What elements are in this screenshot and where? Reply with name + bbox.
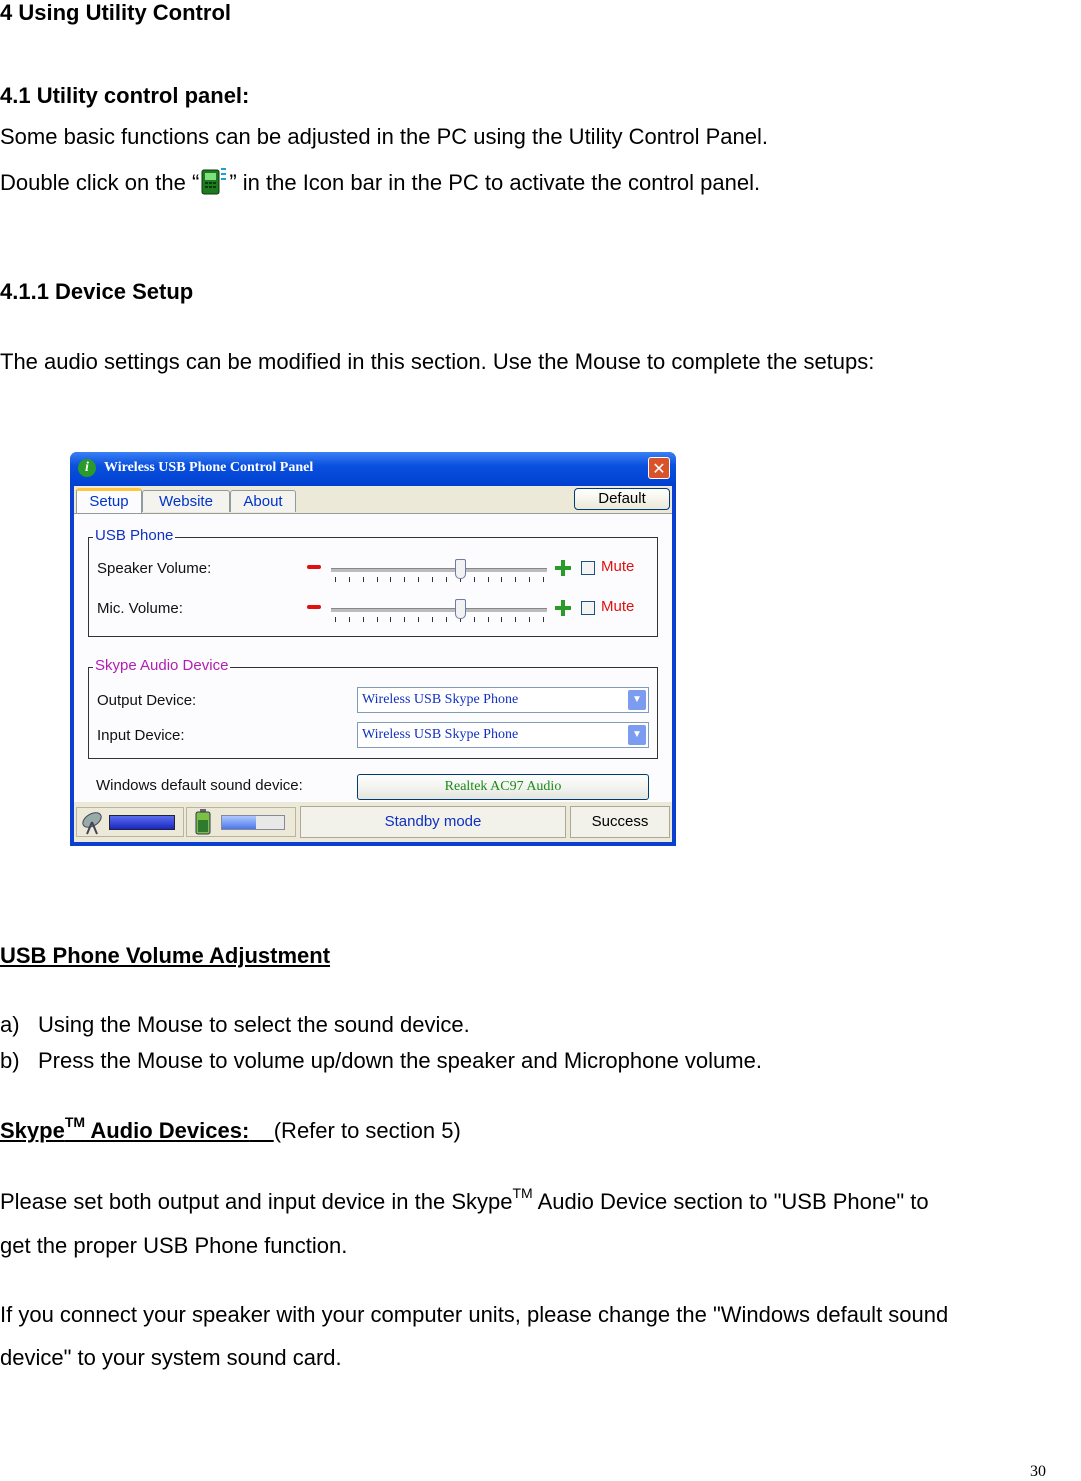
slider-tick bbox=[501, 577, 502, 582]
slider-tick bbox=[404, 617, 405, 622]
speaker-slider-track[interactable] bbox=[331, 568, 547, 572]
skype-heading bbox=[0, 1114, 461, 1144]
mic-plus-icon[interactable] bbox=[555, 600, 571, 616]
default-button[interactable]: Default bbox=[574, 488, 670, 510]
speaker-slider-ticks bbox=[335, 577, 543, 582]
chevron-down-icon[interactable]: ▼ bbox=[628, 690, 646, 710]
para2-line2: device" to your system sound card. bbox=[0, 1345, 342, 1370]
battery-box bbox=[186, 807, 296, 837]
para1-line1 bbox=[0, 1185, 929, 1215]
status-bar bbox=[74, 803, 672, 842]
para1-line2: get the proper USB Phone function. bbox=[0, 1233, 348, 1258]
skype-heading-title bbox=[0, 1114, 274, 1143]
control-panel-window bbox=[70, 452, 676, 846]
slider-tick bbox=[335, 577, 336, 582]
slider-tick bbox=[446, 577, 447, 582]
battery-icon bbox=[193, 808, 213, 836]
slider-tick bbox=[390, 577, 391, 582]
usb-phone-group bbox=[88, 527, 658, 637]
page-number: 30 bbox=[1030, 1463, 1046, 1480]
slider-tick bbox=[404, 577, 405, 582]
slider-tick bbox=[418, 617, 419, 622]
output-device-select[interactable] bbox=[357, 687, 649, 713]
mic-mute-checkbox[interactable] bbox=[581, 601, 595, 615]
slider-tick bbox=[515, 577, 516, 582]
skype-heading-tm: TM bbox=[64, 1114, 86, 1130]
intro-line-1: Some basic functions can be adjusted in the PC using the Utility Control Panel. bbox=[0, 124, 768, 149]
input-device-label: Input Device: bbox=[97, 727, 185, 744]
window-client bbox=[74, 486, 672, 842]
slider-tick bbox=[474, 617, 475, 622]
para1-post: Audio Device section to "USB Phone" to bbox=[532, 1189, 929, 1214]
mic-slider-track[interactable] bbox=[331, 608, 547, 612]
speaker-mute-checkbox[interactable] bbox=[581, 561, 595, 575]
chevron-down-icon[interactable]: ▼ bbox=[628, 725, 646, 745]
intro-line-2-post: ” in the Icon bar in the PC to activate the control panel. bbox=[229, 170, 761, 195]
slider-tick bbox=[543, 617, 544, 622]
slider-tick bbox=[432, 577, 433, 582]
speaker-minus-icon[interactable] bbox=[307, 565, 321, 569]
setup-panel bbox=[74, 513, 672, 802]
speaker-volume-label: Speaker Volume: bbox=[97, 560, 212, 577]
title-bar bbox=[70, 452, 676, 486]
tab-strip bbox=[74, 486, 672, 514]
slider-tick bbox=[390, 617, 391, 622]
windows-default-device-button[interactable]: Realtek AC97 Audio bbox=[357, 774, 649, 800]
slider-tick bbox=[335, 617, 336, 622]
slider-tick bbox=[418, 577, 419, 582]
standby-mode-status[interactable]: Standby mode bbox=[300, 806, 566, 838]
speaker-mute-label: Mute bbox=[601, 558, 635, 575]
chapter-title: 4 Using Utility Control bbox=[0, 0, 231, 25]
tab-website[interactable]: Website bbox=[142, 490, 230, 512]
slider-tick bbox=[349, 617, 350, 622]
slider-tick bbox=[363, 617, 364, 622]
step-a-marker: a) bbox=[0, 1012, 20, 1037]
slider-tick bbox=[501, 617, 502, 622]
signal-box bbox=[76, 807, 184, 837]
usb-phone-group-label: USB Phone bbox=[95, 527, 174, 544]
tab-setup[interactable]: Setup bbox=[76, 488, 142, 514]
intro-line-2-pre: Double click on the “ bbox=[0, 170, 200, 195]
section-title: 4.1 Utility control panel: bbox=[0, 83, 250, 108]
signal-strength-bar bbox=[109, 815, 175, 830]
skype-audio-group bbox=[88, 657, 658, 759]
battery-level-bar bbox=[221, 815, 285, 830]
success-status[interactable]: Success bbox=[570, 806, 670, 838]
slider-tick bbox=[363, 577, 364, 582]
slider-tick bbox=[529, 577, 530, 582]
slider-tick bbox=[488, 617, 489, 622]
slider-tick bbox=[515, 617, 516, 622]
skype-heading-post: Audio Devices: bbox=[85, 1118, 250, 1143]
para2-line1: If you connect your speaker with your computer units, please change the "Windows default sound bbox=[0, 1302, 949, 1327]
close-button[interactable]: ✕ bbox=[648, 457, 670, 479]
slider-tick bbox=[446, 617, 447, 622]
input-device-select[interactable] bbox=[357, 722, 649, 748]
para1-pre: Please set both output and input device in the Skype bbox=[0, 1189, 513, 1214]
slider-tick bbox=[432, 617, 433, 622]
speaker-slider-thumb[interactable] bbox=[455, 559, 466, 579]
skype-heading-pre: Skype bbox=[0, 1118, 65, 1143]
slider-tick bbox=[529, 617, 530, 622]
skype-audio-group-label: Skype Audio Device bbox=[95, 657, 229, 674]
slider-tick bbox=[377, 577, 378, 582]
output-device-label: Output Device: bbox=[97, 692, 197, 709]
mic-mute-label: Mute bbox=[601, 598, 635, 615]
subsection-title: 4.1.1 Device Setup bbox=[0, 279, 194, 304]
tab-about[interactable]: About bbox=[230, 490, 296, 512]
intro-line-2 bbox=[0, 166, 760, 196]
antenna-icon bbox=[79, 808, 105, 836]
window-title: Wireless USB Phone Control Panel bbox=[104, 460, 314, 475]
mic-slider-ticks bbox=[335, 617, 543, 622]
slider-tick bbox=[377, 617, 378, 622]
output-device-value: Wireless USB Skype Phone bbox=[362, 692, 519, 707]
speaker-plus-icon[interactable] bbox=[555, 560, 571, 576]
mic-volume-label: Mic. Volume: bbox=[97, 600, 183, 617]
slider-tick bbox=[474, 577, 475, 582]
slider-tick bbox=[543, 577, 544, 582]
step-b-marker: b) bbox=[0, 1048, 20, 1073]
phone-tray-icon bbox=[199, 166, 229, 196]
windows-default-label: Windows default sound device: bbox=[96, 777, 303, 794]
slider-tick bbox=[488, 577, 489, 582]
skype-heading-ref: (Refer to section 5) bbox=[273, 1118, 461, 1143]
input-device-value: Wireless USB Skype Phone bbox=[362, 727, 519, 742]
slider-tick bbox=[349, 577, 350, 582]
setup-text: The audio settings can be modified in this section. Use the Mouse to complete the setups: bbox=[0, 349, 875, 374]
para1-tm: TM bbox=[512, 1185, 533, 1201]
step-a: Using the Mouse to select the sound device. bbox=[38, 1012, 470, 1037]
step-b: Press the Mouse to volume up/down the speaker and Microphone volume. bbox=[38, 1048, 762, 1073]
mic-minus-icon[interactable] bbox=[307, 605, 321, 609]
volume-heading: USB Phone Volume Adjustment bbox=[0, 943, 331, 968]
info-icon: i bbox=[78, 459, 96, 477]
mic-slider-thumb[interactable] bbox=[455, 599, 466, 619]
